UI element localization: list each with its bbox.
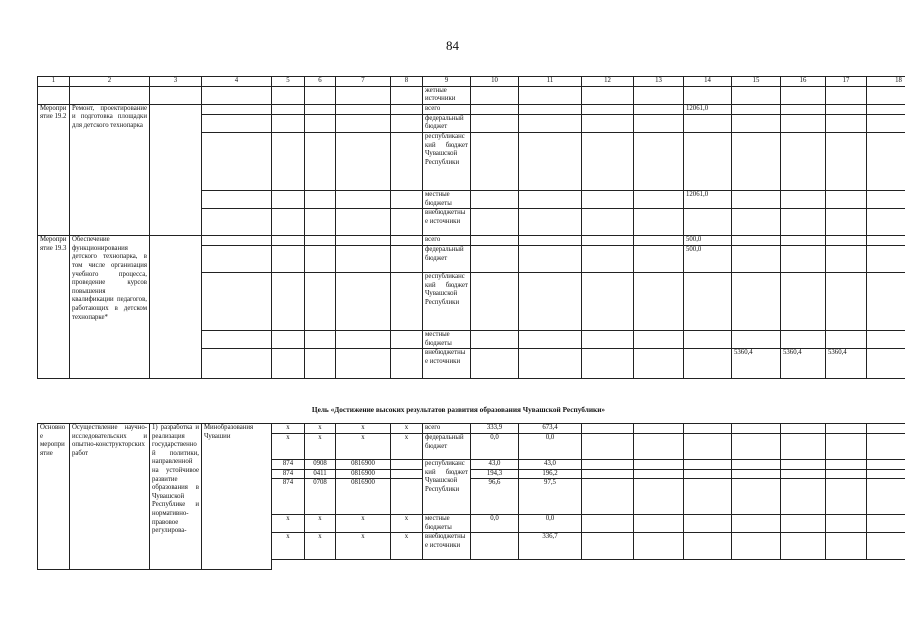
source-cell: республиканский бюджет Чувашской Республики: [423, 132, 471, 190]
measure-name: Ремонт, проектирование и подготовка площадки для детского технопарка: [70, 104, 150, 235]
task-text: 1) разработка и реализация государственной политики, направленной на устойчивое развитие образования в Чувашской Республике и нормативно-правовое регулирова-: [150, 424, 202, 570]
column-number: 17: [826, 77, 867, 87]
code-cell: x: [305, 434, 336, 460]
code-cell: x: [391, 424, 423, 434]
value-cell: 336,7: [519, 533, 582, 560]
source-cell: всего: [423, 104, 471, 114]
measure-code: Мероприятие 19.3: [38, 236, 70, 379]
column-number: 15: [732, 77, 781, 87]
value-cell: 0,0: [519, 434, 582, 460]
code-cell: 0816900: [336, 460, 391, 470]
code-cell: x: [305, 533, 336, 560]
value-cell: 0,0: [471, 515, 519, 533]
code-cell: x: [391, 434, 423, 460]
goal-heading: Цель «Достижение высоких результатов развития образования Чувашской Республики»: [311, 405, 606, 414]
column-number: 4: [202, 77, 272, 87]
code-cell: 0411: [305, 469, 336, 479]
column-number: 12: [582, 77, 634, 87]
table-row: [38, 86, 905, 104]
code-cell: 0816900: [336, 469, 391, 479]
code-cell: 874: [272, 469, 305, 479]
code-cell: x: [272, 424, 305, 434]
column-number: 10: [471, 77, 519, 87]
value-cell: 12061,0: [684, 104, 732, 114]
value-cell: 194,3: [471, 469, 519, 479]
source-cell: местные бюджеты: [423, 331, 471, 349]
value-cell: 500,0: [684, 246, 732, 273]
column-number: 3: [150, 77, 202, 87]
table-row: [38, 424, 905, 434]
column-number-row: [38, 77, 905, 87]
code-cell: x: [272, 515, 305, 533]
measure-name: Осуществление научно-исследовательских и опытно-конструкторских работ: [70, 424, 150, 570]
source-cell: республиканский бюджет Чувашской Республики: [423, 460, 471, 515]
code-cell: 874: [272, 460, 305, 470]
value-cell: 673,4: [519, 424, 582, 434]
table-row: [38, 236, 905, 246]
code-cell: x: [336, 515, 391, 533]
value-cell: 0,0: [519, 515, 582, 533]
column-number: 18: [867, 77, 905, 87]
code-cell: x: [305, 424, 336, 434]
value-cell: 97,5: [519, 479, 582, 515]
table-row: [38, 104, 905, 114]
measure-name: Обеспечение функционирования детского технопарка, в том числе организация учебного процесса, проведение курсов повышения квалификации педагогов, работающих в детском технопарке*: [70, 236, 150, 379]
value-cell: 196,2: [519, 469, 582, 479]
measure-code: Мероприятие 19.2: [38, 104, 70, 235]
measure-code: Основное мероприятие: [38, 424, 70, 570]
column-number: 16: [781, 77, 826, 87]
column-number: 9: [423, 77, 471, 87]
source-cell: всего: [423, 424, 471, 434]
column-number: 11: [519, 77, 582, 87]
page-number: 84: [446, 38, 459, 53]
code-cell: x: [391, 515, 423, 533]
code-cell: x: [305, 515, 336, 533]
source-cell: федеральный бюджет: [423, 114, 471, 132]
code-cell: 0816900: [336, 479, 391, 515]
value-cell: 0,0: [471, 434, 519, 460]
column-number: 13: [634, 77, 684, 87]
code-cell: 874: [272, 479, 305, 515]
column-number: 8: [391, 77, 423, 87]
code-cell: x: [391, 533, 423, 560]
budget-table-lower: [37, 423, 905, 570]
column-number: 1: [38, 77, 70, 87]
value-cell: 5360,4: [826, 349, 867, 379]
value-cell: 5360,4: [732, 349, 781, 379]
source-cell: местные бюджеты: [423, 190, 471, 208]
value-cell: 5360,4: [781, 349, 826, 379]
source-cell: федеральный бюджет: [423, 434, 471, 460]
value-cell: 500,0: [684, 236, 732, 246]
value-cell: 96,6: [471, 479, 519, 515]
code-cell: 0908: [305, 460, 336, 470]
source-cell: внебюджетные источники: [423, 533, 471, 560]
source-cell: федеральный бюджет: [423, 246, 471, 273]
source-cell: республиканский бюджет Чувашской Республики: [423, 273, 471, 331]
code-cell: x: [272, 434, 305, 460]
column-number: 6: [305, 77, 336, 87]
column-number: 2: [70, 77, 150, 87]
value-cell: 333,9: [471, 424, 519, 434]
source-cell: внебюджетные источники: [423, 209, 471, 236]
source-cell: всего: [423, 236, 471, 246]
executor: Минобразования Чувашии: [202, 424, 272, 570]
value-cell: 43,0: [471, 460, 519, 470]
source-cell: внебюджетные источники: [423, 349, 471, 379]
code-cell: x: [336, 434, 391, 460]
source-cell: жетные источники: [423, 86, 471, 104]
source-cell: местные бюджеты: [423, 515, 471, 533]
column-number: 7: [336, 77, 391, 87]
column-number: 5: [272, 77, 305, 87]
column-number: 14: [684, 77, 732, 87]
budget-table-upper: [37, 76, 905, 379]
value-cell: 43,0: [519, 460, 582, 470]
code-cell: x: [272, 533, 305, 560]
code-cell: x: [336, 424, 391, 434]
code-cell: x: [336, 533, 391, 560]
code-cell: 0708: [305, 479, 336, 515]
value-cell: 12061,0: [684, 190, 732, 208]
